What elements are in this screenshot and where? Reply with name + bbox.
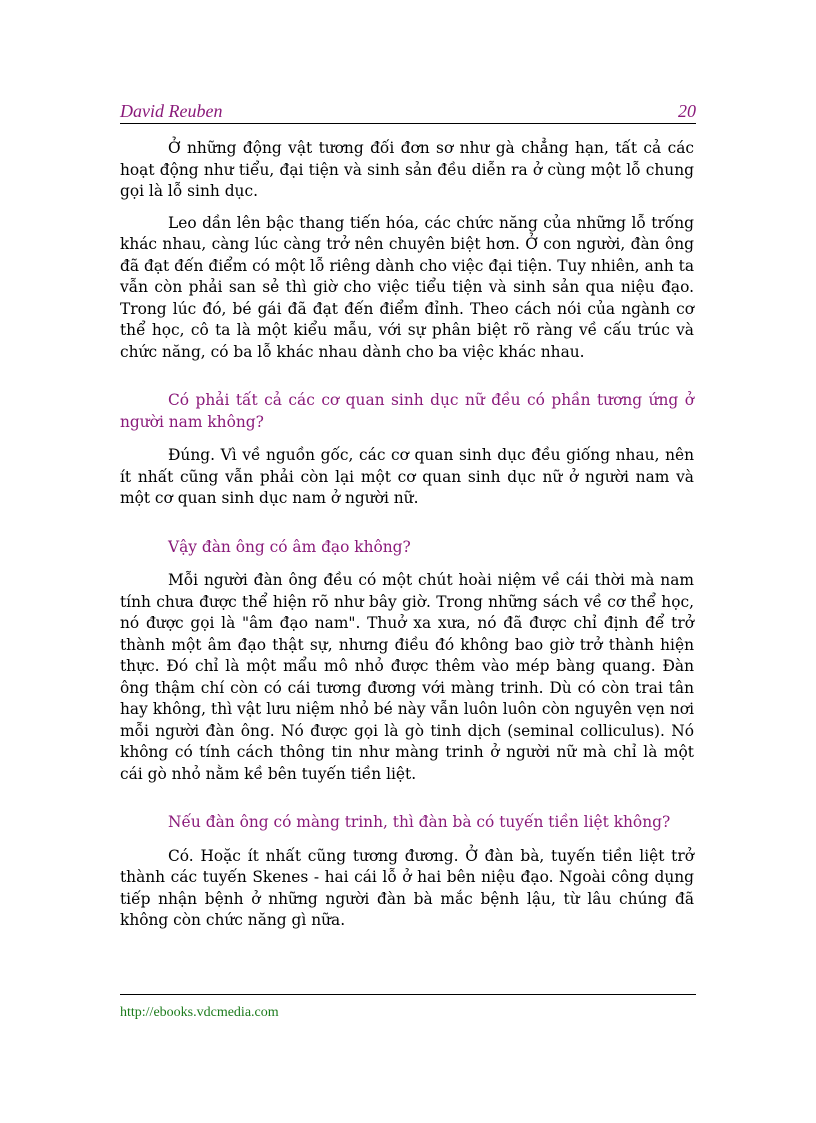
page-body [120,138,694,942]
question-heading: Có phải tất cả các cơ quan sinh dục nữ đều có phần tương ứng ở người nam không? [120,391,694,431]
footer-link[interactable]: http://ebooks.vdcmedia.com [120,1005,279,1020]
question-heading: Nếu đàn ông có màng trinh, thì đàn bà có tuyến tiền liệt không? [168,813,671,831]
question-heading: Vậy đàn ông có âm đạo không? [168,537,411,556]
page-number: 20 [678,101,696,121]
header-author: David Reuben [120,101,223,121]
page-header [120,101,696,124]
paragraph: Ở những động vật tương đối đơn sơ như gà chẳng hạn, tất cả các hoạt động như tiểu, đại tiện và sinh sản đều diễn ra ở cùng một lỗ chung gọi là lỗ sinh dục. [120,139,694,200]
paragraph: Leo dần lên bậc thang tiến hóa, các chức năng của những lỗ trống khác nhau, càng lúc càng trở nên chuyên biệt hơn. Ở con người, đàn ông đã đạt đến điểm có một lỗ riêng dành cho việc đại tiện. Tuy nhiên, anh ta vẫn còn phải san sẻ thì giờ cho việc tiểu tiện và sinh sản qua niệu đạo. Trong lúc đó, bé gái đã đạt đến điểm đỉnh. Theo cách nói của ngành cơ thể học, cô ta là một kiểu mẫu, với sự phân biệt rõ ràng về cấu trúc và chức năng, có ba lỗ khác nhau dành cho ba việc khác nhau. [120,213,694,361]
answer-paragraph: Mỗi người đàn ông đều có một chút hoài niệm về cái thời mà nam tính chưa được thể hiện rõ như bây giờ. Trong những sách về cơ thể học, nó được gọi là "âm đạo nam". Thuở xa xưa, nó đã được chỉ định để trở thành một âm đạo thật sự, nhưng điều đó không bao giờ trở thành hiện thực. Đó chỉ là một mẩu mô nhỏ được thêm vào mép bàng quang. Đàn ông thậm chí còn có cái tương đương với màng trinh. Dù có còn trai tân hay không, thì vật lưu niệm nhỏ bé này vẫn luôn luôn còn nguyên vẹn nơi mỗi người đàn ông. Nó được gọi là gò tinh dịch (seminal colliculus). Nó không có tính cách thông tin như màng trinh ở người nữ mà chỉ là một cái gò nhỏ nằm kề bên tuyến tiền liệt. [120,571,694,783]
page-footer [120,994,696,1021]
answer-paragraph: Đúng. Vì về nguồn gốc, các cơ quan sinh dục đều giống nhau, nên ít nhất cũng vẫn phải còn lại một cơ quan sinh dục nữ ở người nam và một cơ quan sinh dục nam ở người nữ. [120,446,694,507]
answer-paragraph: Có. Hoặc ít nhất cũng tương đương. Ở đàn bà, tuyến tiền liệt trở thành các tuyến Skenes - hai cái lỗ ở hai bên niệu đạo. Ngoài công dụng tiếp nhận bệnh ở những người đàn bà mắc bệnh lậu, từ lâu chúng đã không còn chức năng gì nữa. [120,846,694,929]
